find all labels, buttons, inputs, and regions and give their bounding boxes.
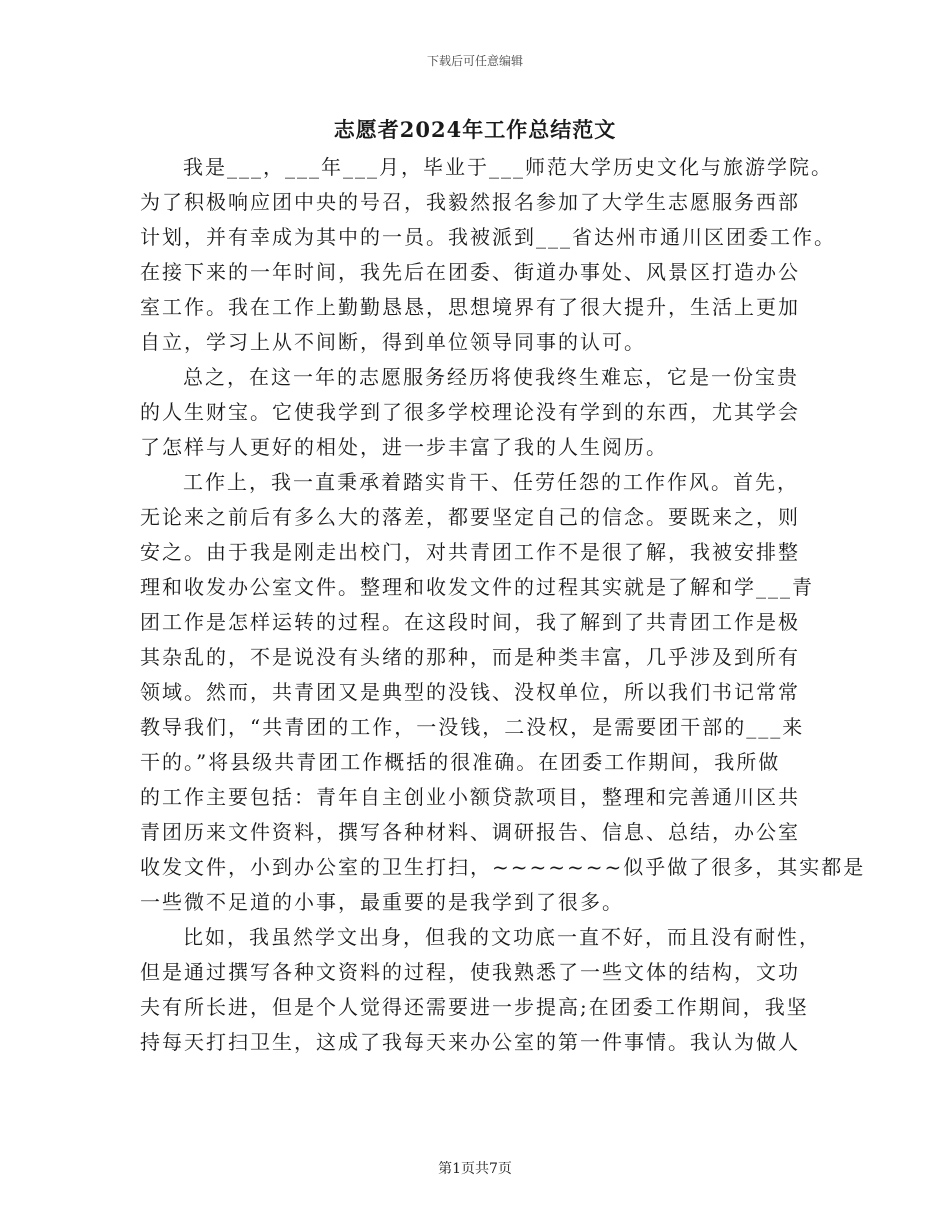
body-line-26: 持每天打扫卫生，这成了我每天来办公室的第一件事情。我认为做人: [140, 1030, 800, 1054]
body-line-11: 无论来之前后有多么大的落差，都要坚定自己的信念。要既来之，则: [140, 505, 800, 529]
body-line-10: 工作上，我一直秉承着踏实肯干、任劳任怨的工作作风。首先，: [183, 470, 799, 494]
body-line-21: 收发文件，小到办公室的卫生打扫，~~~~~~~似乎做了很多，其实都是: [140, 855, 866, 879]
body-line-17: 教导我们，“共青团的工作，一没钱，二没权，是需要团干部的___来: [140, 715, 805, 739]
body-line-14: 团工作是怎样运转的过程。在这段时间，我了解到了共青团工作是极: [140, 610, 800, 634]
body-line-18: 干的。”将县级共青团工作概括的很准确。在团委工作期间，我所做: [140, 750, 781, 774]
body-line-15: 其杂乱的，不是说没有头绪的那种，而是种类丰富，几乎涉及到所有: [140, 645, 800, 669]
body-line-4: 在接下来的一年时间，我先后在团委、街道办事处、风景区打造办公: [140, 260, 800, 284]
page-number: 第1页共7页: [438, 1161, 512, 1177]
body-line-16: 领域。然而，共青团又是典型的没钱、没权单位，所以我们书记常常: [140, 680, 800, 704]
body-line-24: 但是通过撰写各种文资料的过程，使我熟悉了一些文体的结构，文功: [140, 960, 800, 984]
body-line-9: 了怎样与人更好的相处，进一步丰富了我的人生阅历。: [140, 435, 668, 459]
body-line-12: 安之。由于我是刚走出校门，对共青团工作不是很了解，我被安排整: [140, 540, 800, 564]
header-note: 下载后可任意编辑: [426, 54, 523, 68]
document-title: 志愿者2024年工作总结范文: [333, 117, 617, 142]
body-line-19: 的工作主要包括：青年自主创业小额贷款项目，整理和完善通川区共: [140, 785, 800, 809]
body-line-3: 计划，并有幸成为其中的一员。我被派到___省达州市通川区团委工作。: [140, 225, 836, 249]
body-line-25: 夫有所长进，但是个人觉得还需要进一步提高;在团委工作期间，我坚: [140, 995, 809, 1019]
body-line-1: 我是___，___年___月，毕业于___师范大学历史文化与旅游学院。: [183, 155, 833, 179]
body-line-5: 室工作。我在工作上勤勤恳恳，思想境界有了很大提升，生活上更加: [140, 295, 800, 319]
body-line-2: 为了积极响应团中央的号召，我毅然报名参加了大学生志愿服务西部: [140, 190, 800, 214]
body-line-6: 自立，学习上从不间断，得到单位领导同事的认可。: [140, 330, 646, 354]
body-line-20: 青团历来文件资料，撰写各种材料、调研报告、信息、总结，办公室: [140, 820, 800, 844]
body-line-7: 总之，在这一年的志愿服务经历将使我终生难忘，它是一份宝贵: [183, 365, 799, 389]
body-line-8: 的人生财宝。它使我学到了很多学校理论没有学到的东西，尤其学会: [140, 400, 800, 424]
body-line-13: 理和收发办公室文件。整理和收发文件的过程其实就是了解和学___青: [140, 575, 814, 599]
body-line-22: 一些微不足道的小事，最重要的是我学到了很多。: [140, 890, 624, 914]
body-line-23: 比如，我虽然学文出身，但我的文功底一直不好，而且没有耐性，: [183, 925, 821, 949]
document-body: [140, 150, 866, 1060]
